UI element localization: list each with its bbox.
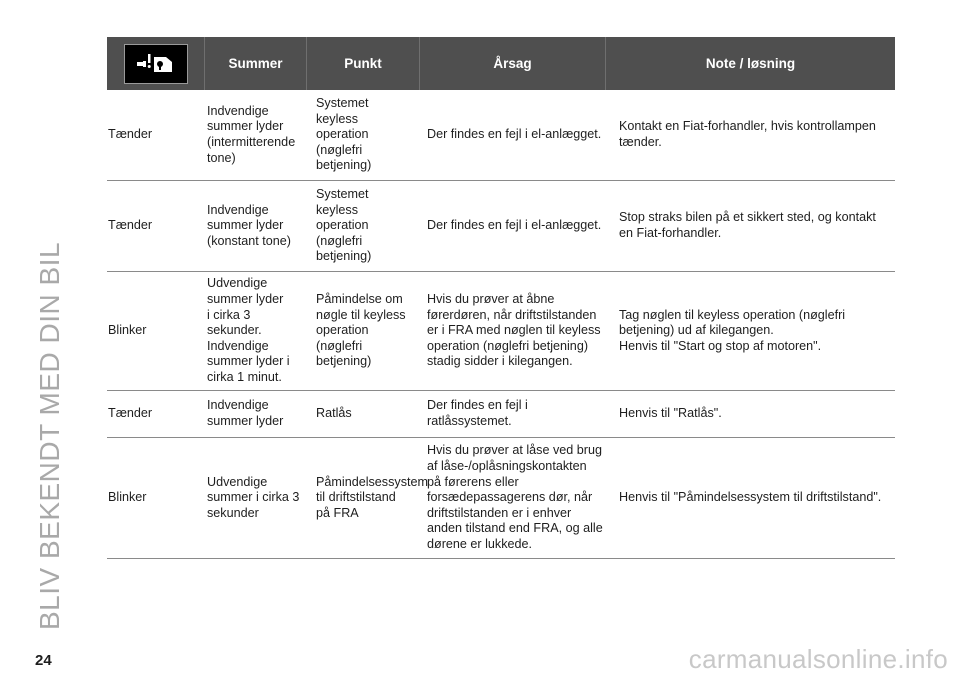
watermark: carmanualsonline.info [688, 644, 948, 674]
arsag-cell: Hvis du prøver at åbne førerdøren, når driftstilstanden er i FRA med nøglen til keyless operation (nøglefri betjening) stadig sidder i kilegangen. [427, 292, 601, 369]
summer-cell: Udvendige summer i cirka 3 sekunder [207, 474, 300, 520]
punkt-cell: Påmindelse om nøgle til keyless operation (nøglefri betjening) [316, 292, 406, 369]
note-cell: Kontakt en Fiat-forhandler, hvis kontrollampen tænder. [619, 119, 876, 149]
note-cell: Stop straks bilen på et sikkert sted, og kontakt en Fiat-forhandler. [619, 210, 876, 240]
summer-cell: Udvendige summer lyder i cirka 3 sekunder. Indvendige summer lyder i cirka 1 minut. [207, 276, 290, 384]
summer-cell: Indvendige summer lyder (konstant tone) [207, 202, 292, 248]
status-cell: Blinker [108, 490, 147, 505]
key-warning-icon [124, 44, 188, 84]
header-note: Note / løsning [605, 37, 895, 90]
table-row [107, 272, 895, 391]
note-cell: Henvis til "Ratlås". [619, 406, 722, 421]
summer-cell: Indvendige summer lyder (intermitterende tone) [207, 103, 296, 165]
punkt-cell: Ratlås [316, 406, 352, 421]
arsag-cell: Der findes en fejl i el-anlægget. [427, 218, 602, 233]
table-row [107, 391, 895, 438]
header-icon-cell [107, 37, 204, 90]
status-cell: Tænder [108, 406, 153, 421]
status-cell: Blinker [108, 323, 147, 338]
arsag-cell: Der findes en fejl i ratlåssystemet. [427, 398, 528, 428]
page-number: 24 [35, 652, 52, 669]
header-punkt: Punkt [306, 37, 419, 90]
table-body [107, 90, 895, 559]
punkt-cell: Systemet keyless operation (nøglefri betjening) [316, 96, 372, 173]
table-row [107, 90, 895, 181]
header-arsag: Årsag [419, 37, 605, 90]
arsag-cell: Der findes en fejl i el-anlægget. [427, 127, 602, 142]
punkt-cell: Systemet keyless operation (nøglefri betjening) [316, 187, 372, 264]
status-cell: Tænder [108, 218, 153, 233]
header-summer: Summer [204, 37, 306, 90]
note-cell: Tag nøglen til keyless operation (nøglefri betjening) ud af kilegangen. Henvis til "Start og stop af motoren". [619, 307, 846, 353]
table-header [107, 37, 895, 90]
note-cell: Henvis til "Påmindelsessystem til driftstilstand". [619, 490, 882, 505]
table-row [107, 438, 895, 559]
table-row [107, 181, 895, 272]
punkt-cell: Påmindelsessystem til driftstilstand på FRA [316, 474, 428, 520]
side-title-text: BLIV BEKENDT MED DIN BIL [34, 241, 65, 630]
status-cell: Tænder [108, 127, 153, 142]
arsag-cell: Hvis du prøver at låse ved brug af låse-/oplåsningskontakten på førerens eller forsædepassagerens dør, når driftstilstanden er i enhver anden tilstand end FRA, og alle dørene er lukkede. [427, 443, 603, 551]
summer-cell: Indvendige summer lyder [207, 398, 284, 428]
side-section-title [34, 30, 94, 630]
